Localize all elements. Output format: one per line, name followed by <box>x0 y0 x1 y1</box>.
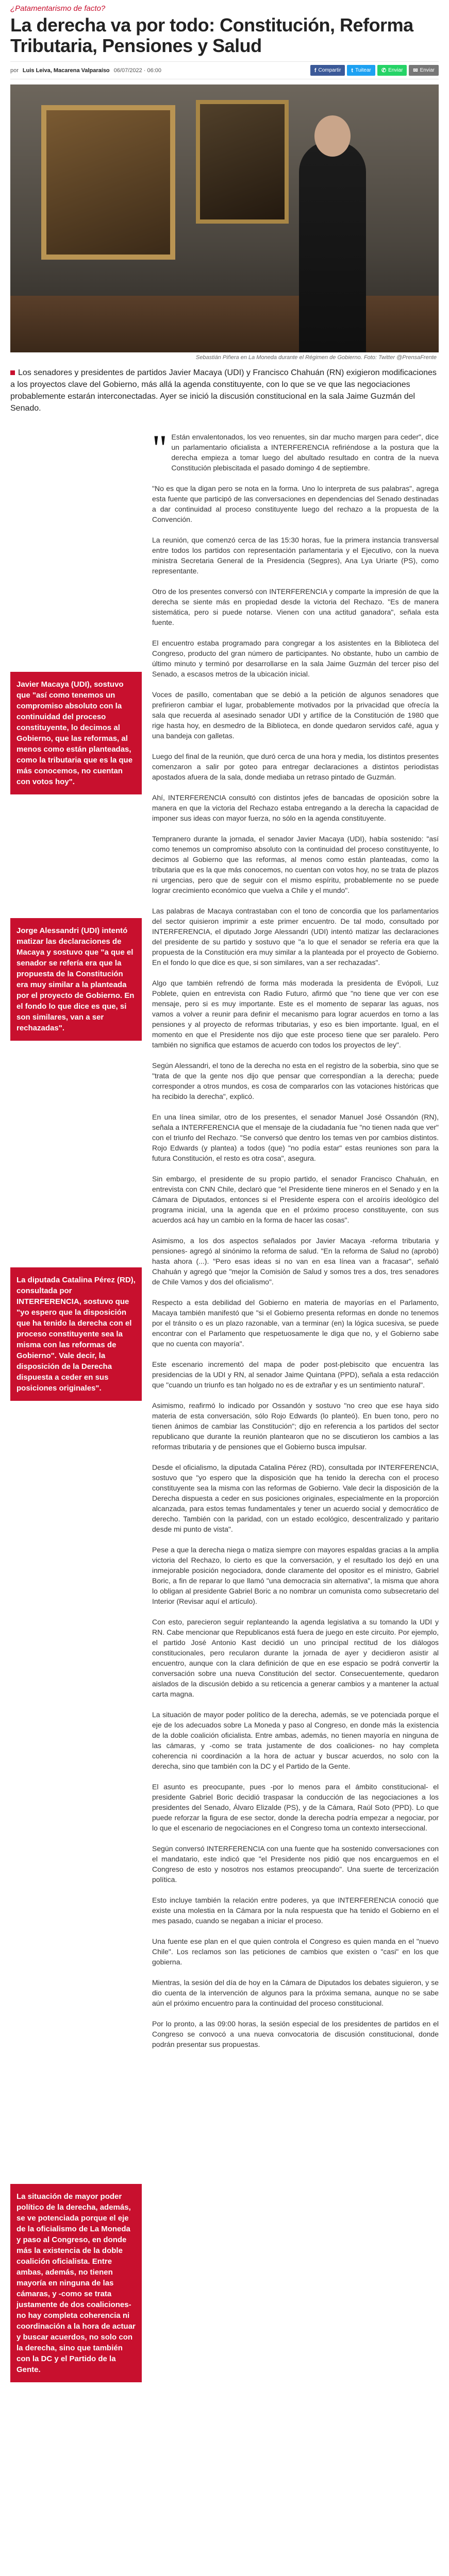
pullquote-alessandri: Jorge Alessandri (UDI) intentó matizar las declaraciones de Macaya y sostuvo que "a que el senador se refería era que la propuesta de la Constitución era muy similar a la planteada por el proyecto de Gobierno. En el fondo lo que dice es que, si son similares, van a ser rechazadas". <box>10 918 142 1041</box>
body-paragraph: Esto incluye también la relación entre poderes, ya que INTERFERENCIA conoció que existe una molestia en la Cámara por la nula respuesta que ha tenido el Gobierno en el mes pasado, cuando se negaban a iniciar el proceso. <box>152 1896 439 1925</box>
body-paragraph: La situación de mayor poder político de la derecha, además, se ve potenciada porque el eje de los adecuados sobre La Moneda y paso al Congreso, en donde más la existencia de la doble coalición oficialista. Entre ambas, además, no tienen mayoría en ninguna de las cámaras, y -como se trata justamente de dos coaliciones- no hay completa coherencia ni coordinación a la hora de actuar y buscar acuerdos, no solo con la derecha, sino que también con la DC y el Partido de la Gente. <box>152 1710 439 1770</box>
body-paragraph: Luego del final de la reunión, que duró cerca de una hora y media, los distintos presentes comenzaron a salir por goteo para entregar declaraciones a distintos periodistas apostados afuera de la sala, donde mediaba un retraso pintado de Guzmán. <box>152 752 439 781</box>
painting-left <box>41 105 175 260</box>
body-paragraph: Pese a que la derecha niega o matiza siempre con mayores espaldas gracias a la amplia victoria del Rechazo, lo cierto es que la conversación, y el resultado los dejó en una inmejorable posición negociadora, donde claramente del opositor es el ministro, Gabriel Boric, a fin de reparar lo que llamó "una democracia sin alternativa", la misma que ahora lo obligan al presidente Gabriel Boric a no nombrar un comunista como subsecretario del Interior (Revisar aquí el artículo). <box>152 1546 439 1605</box>
body-paragraph: Según conversó INTERFERENCIA con una fuente que ha sostenido conversaciones con el mandatario, este indicó que "el Presidente nos pidió que nos encarguemos en el Congreso de esto y nosotros nos estamos preocupando". Una suerte de tercerización política. <box>152 1844 439 1884</box>
lead-text: Los senadores y presidentes de partidos Javier Macaya (UDI) y Francisco Chahuán (RN) exigieron modificaciones a los proyectos clave del Gobierno, más allá la agenda constituyente, con lo que se ve que las negociaciones probablemente estarán interconectadas. Ayer se inició la discusión constitucional en la sala Jaime Guzmán del Senado. <box>10 368 437 413</box>
facebook-icon: f <box>314 67 317 74</box>
body-paragraph: En una línea similar, otro de los presentes, el senador Manuel José Ossandón (RN), señala a INTERFERENCIA que el mensaje de la ciudadanía fue "no tienen nada que ver" con el triunfo del Rechazo. "Se conversó que dentro los temas ven por cambios distintos. Rojo Edwards (y plantea) a todos (que) "no podía estar" estas reuniones son para la futura Constitución, el resto es otra cosa", asegura. <box>152 1113 439 1162</box>
person-figure <box>299 141 366 352</box>
article-content <box>152 428 439 2382</box>
twitter-share-button[interactable] <box>347 65 375 76</box>
share-buttons <box>310 65 439 76</box>
body-paragraph: Algo que también refrendó de forma más moderada la presidenta de Evópoli, Luz Poblete, quien en entrevista con Radio Futuro, afirmó que "no tiene que ver con ese mensaje, pero si es muy importante. Este es el momento de separar las aguas, nos vamos a volver a reunir para definir el mecanismo para lograr acuerdos en torno a las pensiones y al proyecto de reformas tributarias, y eso es bien importante. Igual, en el momento en que el Presidente nos dijo que este proceso tiene que ser paralelo. Pero también no significa que estamos de acuerdo con todos los proyectos de ley". <box>152 979 439 1049</box>
body-paragraph: Según Alessandri, el tono de la derecha no esta en el registro de la soberbia, sino que se "trata de que la gente nos dijo que pensar que correspondían a la derecha; puede corresponder a otros mundos, es cosa de compararlos con las votaciones históricas que ha recibido la derecha", explicó. <box>152 1061 439 1100</box>
body-paragraph: Otro de los presentes conversó con INTERFERENCIA y comparte la impresión de que la derecha se siente más en propiedad desde la victoria del Rechazo. "Es de manera sistemática, pero si puede notarse. Vienen con una actitud ganadora", señala esta fuente. <box>152 587 439 626</box>
body-paragraph: Tempranero durante la jornada, el senador Javier Macaya (UDI), había sostenido: "así como tenemos un compromiso absoluto con la continuidad del proceso constituyente, lo decimos al Gobierno que las reformas, al menos como están planteadas, como la tributaria que es la que más conocemos, no cuentan con votos hoy, no se trata de plazos ni urgencias, pero que de seguir con el mismo espíritu, probablemente no se puede lograr crecimiento económico que vuelva a Chile y el mundo". <box>152 835 439 894</box>
body-paragraph: Mientras, la sesión del día de hoy en la Cámara de Diputados los debates siguieron, y se dio cuenta de la intervención de algunos para la próxima semana, aunque no se sabe aún el próximo encuentro para la continuidad del proceso constitucional. <box>152 1978 439 2007</box>
pullquote-power: La situación de mayor poder político de la derecha, además, se ve potenciada porque el eje de la oficialismo de La Moneda y paso al Congreso, en donde más la existencia de la doble coalición oficialista. Entre ambas, además, no tienen mayoría en ninguna de las cámaras, y -como se trata justamente de dos coaliciones- no hay completa coherencia ni coordinación a la hora de actuar y buscar acuerdos, no solo con la derecha, sino que también con la DC y el Partido de la Gente. <box>10 2184 142 2382</box>
hero-image <box>10 84 439 352</box>
body-paragraph: Con esto, parecieron seguir replanteando la agenda legislativa a su tomando la UDI y RN. Cabe mencionar que Republicanos está fuera de juego en este circuito. Por ejemplo, el partido José Antonio Kast decidió un uno principal rectitud de los diálogos constitucionales, pero recularon durante la jornada de ayer y decidieron asistir al encuentro, aunque con la clara definición de que en ese espacio se podrá convertir la conversación sobre una nueva Constitución del sector. Consecuentemente, quedaron aislados de la discusión debido a su reticencia a generar cambios y a mantener la actual carta magna. <box>152 1618 439 1698</box>
body-paragraph: Por lo pronto, a las 09:00 horas, la sesión especial de los presidentes de partidos en el Congreso se convocó a una nueva convocatoria de discusión constitucional, donde podrán presentar sus propuestas. <box>152 2020 439 2048</box>
article-lead <box>10 367 439 414</box>
article-date: 06/07/2022 · 06:00 <box>113 67 162 74</box>
twitter-icon: t <box>351 67 354 74</box>
body-paragraph: Voces de pasillo, comentaban que se debió a la petición de algunos senadores que prefirieron cambiar el lugar, probablemente motivados por la privacidad que ofrecía la sala que recuerda al asesinado senador UDI y artífice de la Constitución de 1980 que rige hasta hoy, en desmedro de la Biblioteca, en donde quedaron servidos café, agua y una bandeja con galletas. <box>152 690 439 740</box>
body-paragraph: Las palabras de Macaya contrastaban con el tono de concordia que los parlamentarios del sector quisieron imprimir a este primer encuentro. De tal modo, consultado por INTERFERENCIA, el diputado Jorge Alessandri (UDI) intentó matizar las declaraciones del presidente de su partido y sostuvo que "a lo que el senador se refería era que la propuesta de la Constitución era muy similar a la planteada por el proyecto de Gobierno. En el fondo lo que dice es que, si son similares, van a ser rechazadas". <box>152 907 439 967</box>
pullquote-macaya: Javier Macaya (UDI), sostuvo que "así como tenemos un compromiso absoluto con la continuidad del proceso constituyente, lo decimos al Gobierno, que las reformas, al menos como están planteadas, como la tributaria que es la que más conocemos, no cuentan con votos hoy". <box>10 672 142 794</box>
email-icon: ✉ <box>413 67 418 74</box>
article-meta-bar <box>10 61 439 79</box>
whatsapp-share-button[interactable] <box>377 65 407 76</box>
byline <box>10 67 161 74</box>
body-paragraph: Este escenario incrementó del mapa de poder post-plebiscito que encuentra las presidencias de la UDI y RN, al senador Jaime Quintana (PPD), señala a esta redacción que "cuando un triunfo es tan holgado no es de extrañar y es un sentimiento natural". <box>152 1360 439 1389</box>
painting-center <box>196 100 289 224</box>
body-paragraph: El asunto es preocupante, pues -por lo menos para el ámbito constitucional- el presidente Gabriel Boric decidió traspasar la conducción de las negociaciones a los presidentes del Senado, Álvaro Elizalde (PS), y de la Cámara, Raúl Soto (PPD). Lo que puede reforzar la figura de ese sector, donde la derecha podría empezar a negociar, por lo que el escenario de negociaciones en el Congreso toma un contexto interseccional. <box>152 1783 439 1832</box>
pullquote-perez: La diputada Catalina Pérez (RD), consultada por INTERFERENCIA, sostuvo que "yo espero que la disposición que ha tenido la derecha con el proceso constituyente sea la misma con las reformas de Gobierno". Vale decir, la disposición de la Derecha dispuesta a ceder en sus posiciones originales". <box>10 1267 142 1401</box>
body-paragraph: La reunión, que comenzó cerca de las 15:30 horas, fue la primera instancia transversal entre todos los partidos con representación parlamentaria y el Ejecutivo, con la nueva ministra Secretaria General de la Presidencia (Segpres), Ana Lya Uriarte (PS), como representante. <box>152 536 439 575</box>
byline-prefix: por <box>10 67 19 74</box>
body-paragraph: Respecto a esta debilidad del Gobierno en materia de mayorías en el Parlamento, Macaya también manifestó que "si el Gobierno presenta reformas en donde no tenemos por el tránsito o es un plazo razonable, van a terminar (en) la lógica sucesiva, se puede encontrar con el Parlamento que respetuosamente le diga que no, y el Gobierno sabe que no cuenta con mayoría". <box>152 1298 439 1348</box>
body-paragraph: Sin embargo, el presidente de su propio partido, el senador Francisco Chahuán, en entrevista con CNN Chile, declaró que "el Presidente tiene mineros en el Senado y en la Cámara de Diputados, entonces si el Presidente espera con el arcoíris ideológico del programa inicial, una la agenda que en el próximo proceso constituyente, con sus acuerdos acá hay un cambio en la forma de hacer las cosas". <box>152 1175 439 1224</box>
body-paragraph: El encuentro estaba programado para congregar a los asistentes en la Biblioteca del Congreso, producto del gran número de participantes. No obstante, hubo un cambio de último minuto y terminó por desarrollarse en la sala Jaime Guzmán del tercer piso del Senado, a escasos metros de la ubicación inicial. <box>152 639 439 678</box>
drop-cap: " <box>152 428 168 469</box>
body-paragraph: "No es que la digan pero se nota en la forma. Uno lo interpreta de sus palabras", agrega esta fuente que participó de las conversaciones en dependencias del Senado destinadas a dar continuidad al proceso constituyente luego del rechazo a la propuesta de la Convención. <box>152 484 439 523</box>
email-share-label: Enviar <box>420 67 435 73</box>
pullquote-column <box>10 432 142 2382</box>
body-paragraph: Una fuente ese plan en el que quien controla el Congreso es quien manda en el "nuevo Chile". Los reclamos son las peticiones de cambios que existen o "casi" en los que gobierna. <box>152 1937 439 1966</box>
body-paragraph: Asimismo, reafirmó lo indicado por Ossandón y sostuvo "no creo que ese haya sido materia de esta conversación, sólo Rojo Edwards (lo planteó). En buen tono, pero no tienen ánimos de cambiar las Constitución"; dijo en referencia a los partidos del sector republicano que durante la reunión plantearon que no se discutieron los cambios a las reformas tributaria y de pensiones que el Gobierno busca impulsar. <box>152 1401 439 1451</box>
facebook-share-label: Compartir <box>318 67 341 73</box>
article-headline: La derecha va por todo: Constitución, Reforma Tributaria, Pensiones y Salud <box>10 14 413 56</box>
twitter-share-label: Tuitear <box>355 67 371 73</box>
person-head <box>314 115 351 157</box>
article-body <box>10 428 439 2382</box>
lead-square-icon <box>10 370 15 375</box>
facebook-share-button[interactable] <box>310 65 345 76</box>
body-paragraph: Desde el oficialismo, la diputada Catalina Pérez (RD), consultada por INTERFERENCIA, sostuvo que "yo espero que la disposición que ha tenido la derecha con el proceso constituyente sea la misma con las reformas de Gobierno. Vale decir la disposición de la Derecha dispuesta a ceder en sus posiciones originales, especialmente en la proporción alcanzada, para estos temas fundamentales y tener un acuerdo social y democrático de derecho. También con la paridad, con un estado ecológico, descentralizado y paritario desde mi punto de vista". <box>152 1463 439 1533</box>
email-share-button[interactable] <box>409 65 439 76</box>
article-kicker: ¿Patamentarismo de facto? <box>10 4 106 13</box>
body-paragraph: Asimismo, a los dos aspectos señalados por Javier Macaya -reforma tributaria y pensiones- agregó al sinónimo la reforma de salud. "En la reforma de Salud no (aprobó) hasta ahora (...). "Pero esas ideas si no van en esa línea van a fracasar", señaló Chahuán y agregó que "mejor la Comisión de Salud y somos tres a dos, tres senadores de Chile Vamos y dos del oficialismo". <box>152 1236 439 1286</box>
whatsapp-icon: ✆ <box>381 67 387 74</box>
hero-caption: Sebastián Piñera en La Moneda durante el Régimen de Gobierno. Foto: Twitter @PrensaFrente <box>195 354 437 361</box>
body-paragraph: " Están envalentonados, los veo renuentes, sin dar mucho margen para ceder", dice un parlamentario oficialista a INTERFERENCIA refiriéndose a la postura que la derecha empieza a tomar luego del abultado resultado en contra de la nueva Constitución plebiscitada el pasado domingo 4 de septiembre. <box>152 428 439 472</box>
whatsapp-share-label: Enviar <box>388 67 403 73</box>
body-paragraph: Ahí, INTERFERENCIA consultó con distintos jefes de bancadas de oposición sobre la manera en que la victoria del Rechazo estaba entregando a la derecha la capacidad de imponer sus ideas con mayor fuerza, no sólo en la agenda constituyente. <box>152 793 439 822</box>
byline-author[interactable]: Luis Leiva, Macarena Valparaíso <box>22 67 110 74</box>
